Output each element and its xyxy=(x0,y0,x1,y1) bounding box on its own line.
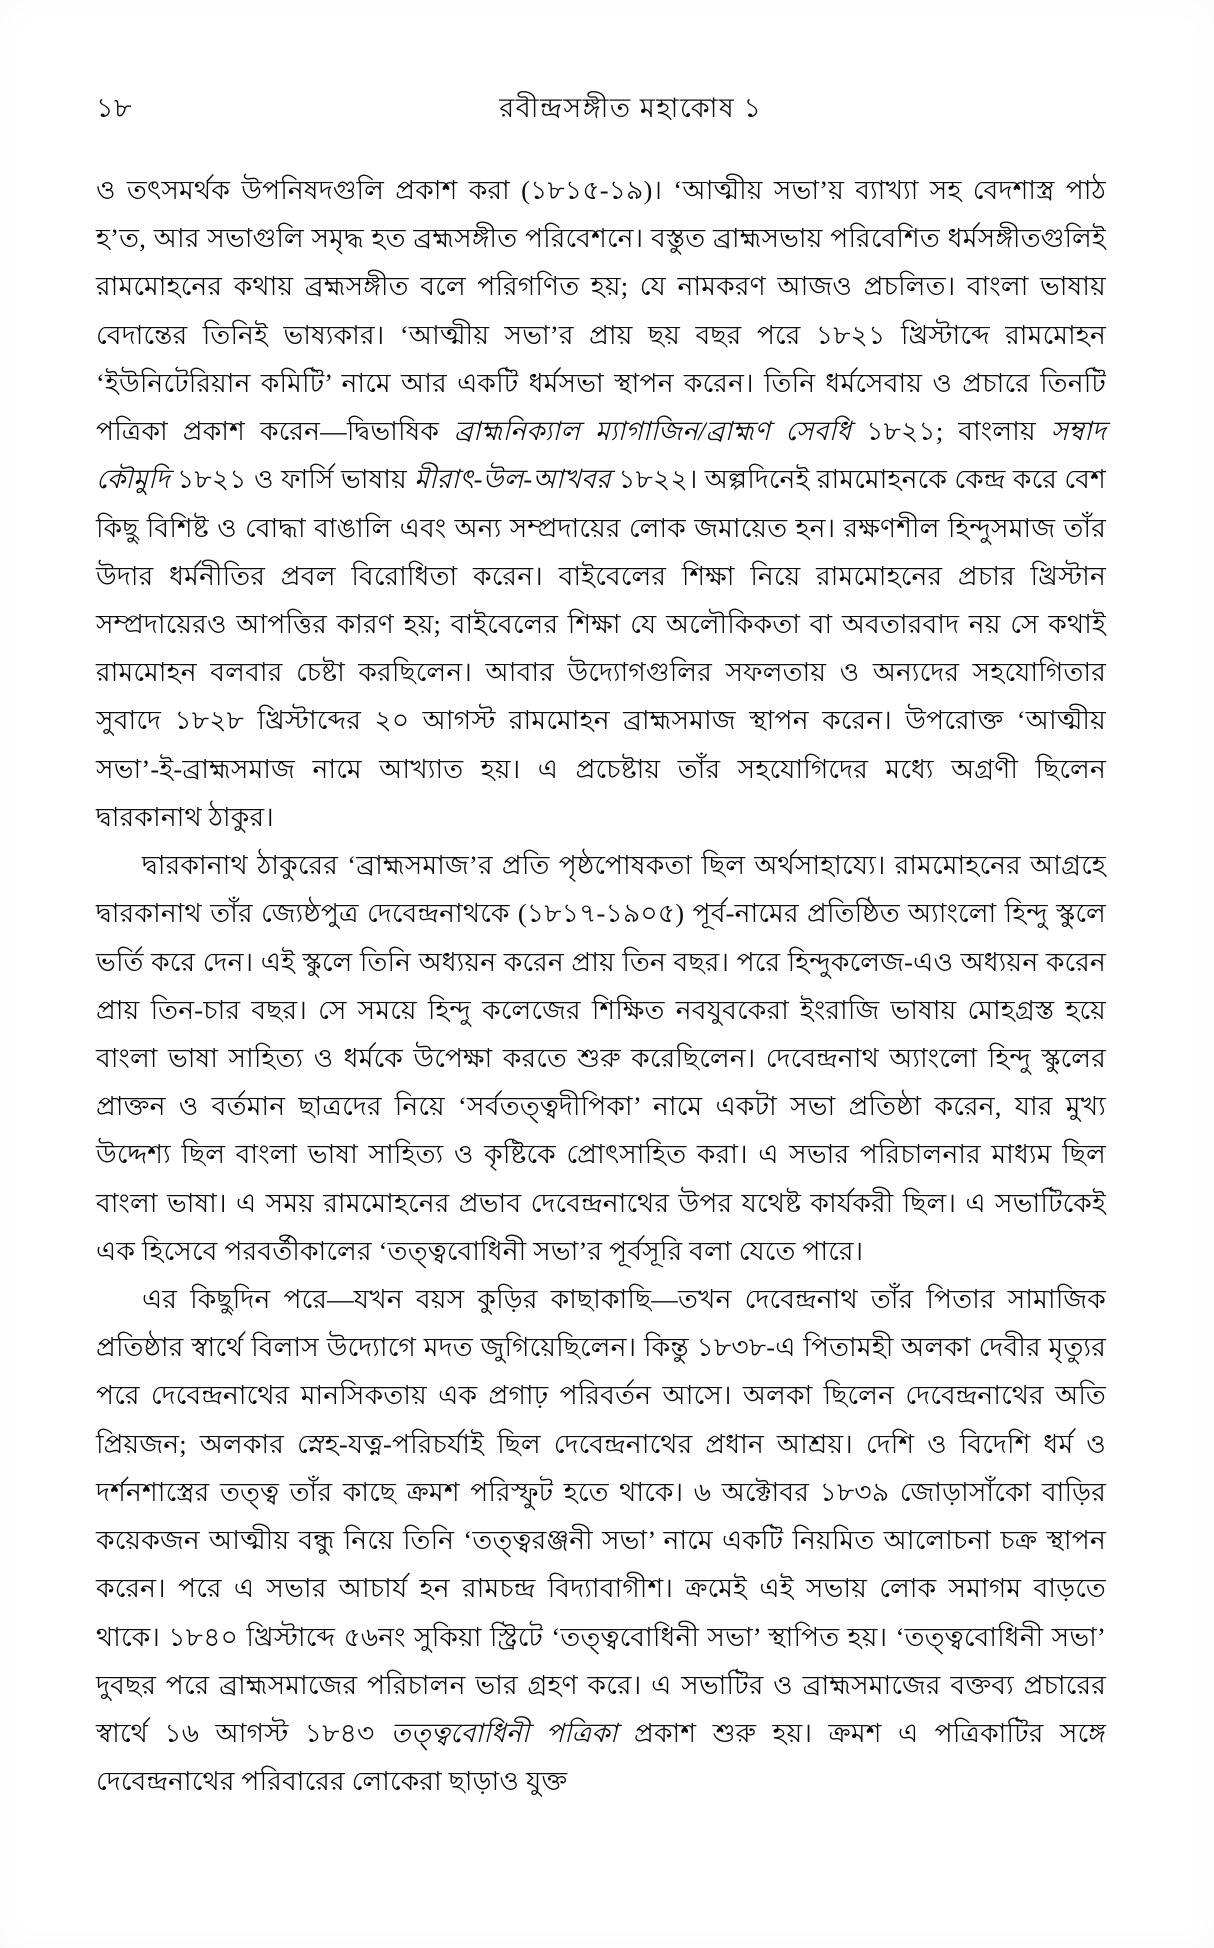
italic-run: মীরাৎ-উল-আখবর xyxy=(414,464,611,495)
text-run: প্রকাশ শুরু হয়। ক্রমশ এ পত্রিকাটির সঙ্গে দেবেন্দ্রনাথের পরিবারের লোকেরা ছাড়াও যুক্ত xyxy=(96,1718,1106,1797)
book-title-header: রবীন্দ্রসঙ্গীত মহাকোষ ১ xyxy=(499,93,763,123)
running-head xyxy=(96,88,1106,140)
text-run: এর কিছুদিন পরে—যখন বয়স কুড়ির কাছাকাছি—তখন দেবেন্দ্রনাথ তাঁর পিতার সামাজিক প্রতিষ্ঠার স্বার্থে বিলাস উদ্যোগে মদত জুগিয়েছিলেন। কিন্তু ১৮৩৮-এ পিতামহী অলকা দেবীর মৃত্যুর পরে দেবেন্দ্রনাথের মানসিকতায় এক প্রগাঢ় পরিবর্তন আসে। অলকা ছিলেন দেবেন্দ্রনাথের অতি প্রিয়জন; অলকার স্নেহ-যত্ন-পরিচর্যাই ছিল দেবেন্দ্রনাথের প্রধান আশ্রয়। দেশি ও বিদেশি ধর্ম ও দর্শনশাস্ত্রের তত্ত্ব তাঁর কাছে ক্রমশ পরিস্ফুট হতে থাকে। ৬ অক্টোবর ১৮৩৯ জোড়াসাঁকো বাড়ির কয়েকজন আত্মীয় বন্ধু নিয়ে তিনি ‘তত্ত্বরঞ্জনী সভা’ নামে একটি নিয়মিত আলোচনা চক্র স্থাপন করেন। পরে এ সভার আচার্য হন রামচন্দ্র বিদ্যাবাগীশ। ক্রমেই এই সভায় লোক সমাগম বাড়তে থাকে। ১৮৪০ খ্রিস্টাব্দে ৫৬নং সুকিয়া স্ট্রিটে ‘তত্ত্ববোধিনী সভা’ স্থাপিত হয়। ‘তত্ত্ববোধিনী সভা’ দুবছর পরে ব্রাহ্মসমাজের পরিচালন ভার গ্রহণ করে। এ সভাটির ও ব্রাহ্মসমাজের বক্তব্য প্রচারের স্বার্থে ১৬ আগস্ট ১৮৪৩ xyxy=(96,1284,1106,1748)
text-run: ১৮২১ ও ফার্সি ভাষায় xyxy=(169,464,415,495)
italic-run: সম্বাদ কৌমুদি xyxy=(96,416,1107,495)
page-body xyxy=(96,166,1106,1805)
paragraph xyxy=(96,166,1106,841)
text-run: ও তৎসমর্থক উপনিষদগুলি প্রকাশ করা (১৮১৫-১৯)। ‘আত্মীয় সভা’য় ব্যাখ্যা সহ বেদশাস্ত্র পাঠ হ’ত, আর সভাগুলি সমৃদ্ধ হত ব্রহ্মসঙ্গীত পরিবেশনে। বস্তুত ব্রাহ্মসভায় পরিবেশিত ধর্মসঙ্গীতগুলিই রামমোহনের কথায় ব্রহ্মসঙ্গীত বলে পরিগণিত হয়; যে নামকরণ আজও প্রচলিত। বাংলা ভাষায় বেদান্তের তিনিই ভাষ্যকার। ‘আত্মীয় সভা’র প্রায় ছয় বছর পরে ১৮২১ খ্রিস্টাব্দে রামমোহন ‘ইউনিটেরিয়ান কমিটি’ নামে আর একটি ধর্মসভা স্থাপন করেন। তিনি ধর্মসেবায় ও প্রচারে তিনটি পত্রিকা প্রকাশ করেন—দ্বিভাষিক xyxy=(96,175,1106,447)
text-run: ১৮২২। অল্পদিনেই রামমোহনকে কেন্দ্র করে বেশ কিছু বিশিষ্ট ও বোদ্ধা বাঙালি এবং অন্য সম্প্রদায়ের লোক জমায়েত হন। রক্ষণশীল হিন্দুসমাজ তাঁর উদার ধর্মনীতির প্রবল বিরোধিতা করেন। বাইবেলের শিক্ষা নিয়ে রামমোহনের প্রচার খ্রিস্টান সম্প্রদায়েরও আপত্তির কারণ হয়; বাইবেলের শিক্ষা যে অলৌকিকতা বা অবতারবাদ নয় সে কথাই রামমোহন বলবার চেষ্টা করছিলেন। আবার উদ্যোগগুলির সফলতায় ও অন্যদের সহযোগিতার সুবাদে ১৮২৮ খ্রিস্টাব্দের ২০ আগস্ট রামমোহন ব্রাহ্মসমাজ স্থাপন করেন। উপরোক্ত ‘আত্মীয় সভা’-ই-ব্রাহ্মসমাজ নামে আখ্যাত হয়। এ প্রচেষ্টায় তাঁর সহযোগিদের মধ্যে অগ্রণী ছিলেন দ্বারকানাথ ঠাকুর। xyxy=(96,464,1106,832)
paragraph xyxy=(96,1275,1106,1805)
page-number: ১৮ xyxy=(96,93,133,123)
text-run: ১৮২১; বাংলায় xyxy=(851,416,1051,447)
italic-run: ব্রাহ্মনিক্যাল ম্যাগাজিন/ব্রাহ্মণ সেবধি xyxy=(454,416,852,447)
paragraph xyxy=(96,841,1106,1275)
italic-run: তত্ত্ববোধিনী পত্রিকা xyxy=(390,1718,618,1748)
text-run: দ্বারকানাথ ঠাকুরের ‘ব্রাহ্মসমাজ’র প্রতি পৃষ্ঠপোষকতা ছিল অর্থসাহায্যে। রামমোহনের আগ্রহে দ্বারকানাথ তাঁর জ্যেষ্ঠপুত্র দেবেন্দ্রনাথকে (১৮১৭-১৯০৫) পূর্ব-নামের প্রতিষ্ঠিত অ্যাংলো হিন্দু স্কুলে ভর্তি করে দেন। এই স্কুলে তিনি অধ্যয়ন করেন প্রায় তিন বছর। পরে হিন্দুকলেজ-এও অধ্যয়ন করেন প্রায় তিন-চার বছর। সে সময়ে হিন্দু কলেজের শিক্ষিত নবযুবকেরা ইংরাজি ভাষায় মোহগ্রস্ত হয়ে বাংলা ভাষা সাহিত্য ও ধর্মকে উপেক্ষা করতে শুরু করেছিলেন। দেবেন্দ্রনাথ অ্যাংলো হিন্দু স্কুলের প্রাক্তন ও বর্তমান ছাত্রদের নিয়ে ‘সর্বতত্ত্বদীপিকা’ নামে একটা সভা প্রতিষ্ঠা করেন, যার মুখ্য উদ্দেশ্য ছিল বাংলা ভাষা সাহিত্য ও কৃষ্টিকে প্রোৎসাহিত করা। এ সভার পরিচালনার মাধ্যম ছিল বাংলা ভাষা। এ সময় রামমোহনের প্রভাব দেবেন্দ্রনাথের উপর যথেষ্ট কার্যকরী ছিল। এ সভাটিকেই এক হিসেবে পরবর্তীকালের ‘তত্ত্ববোধিনী সভা’র পূর্বসূরি বলা যেতে পারে। xyxy=(96,850,1106,1266)
